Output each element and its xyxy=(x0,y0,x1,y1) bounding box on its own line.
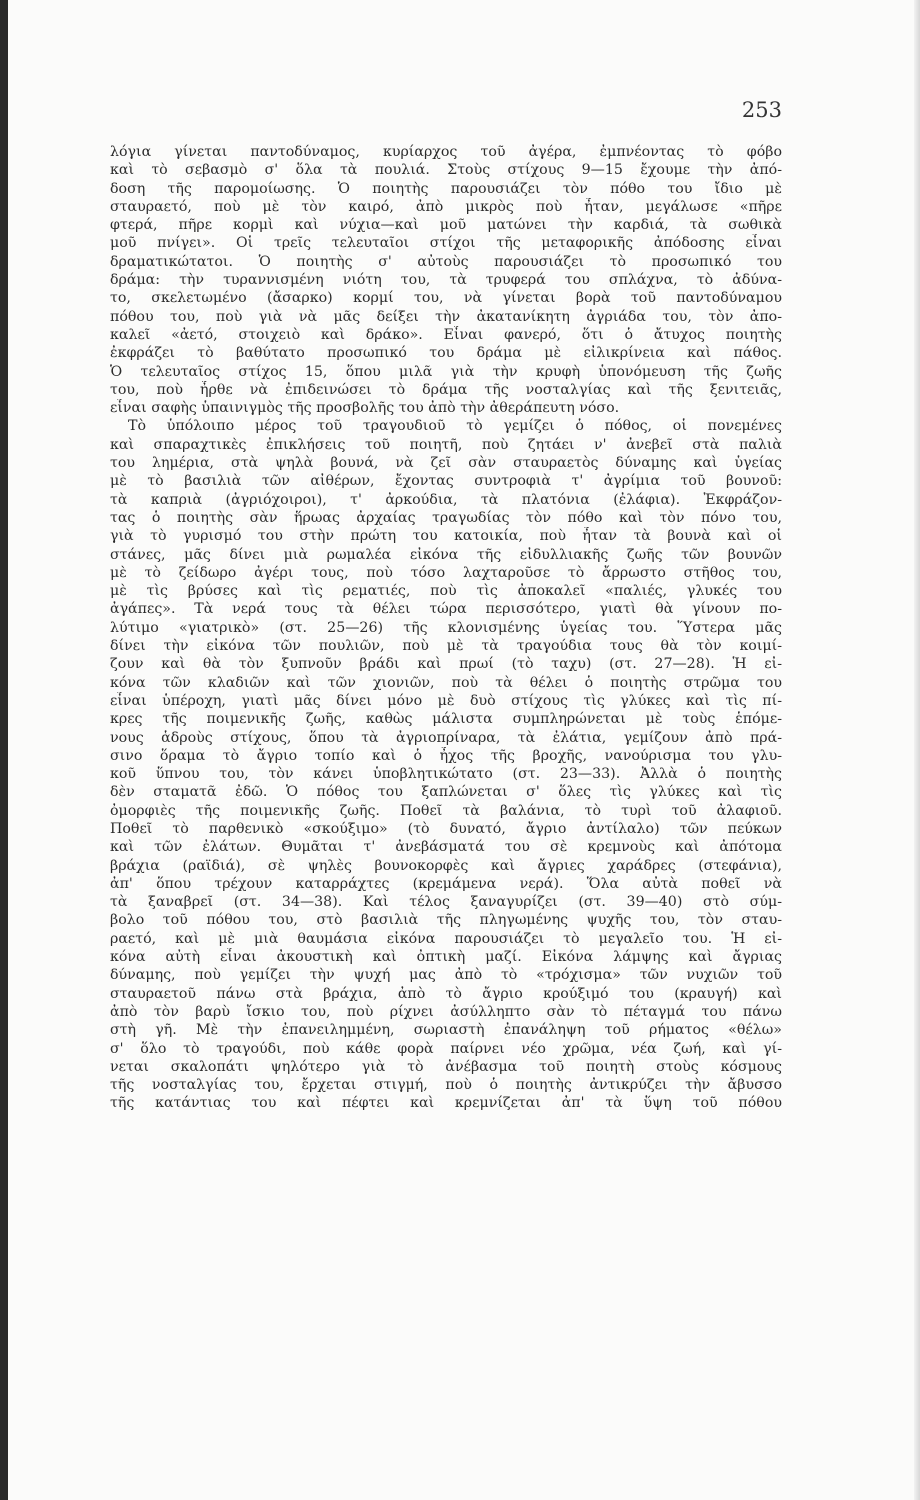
text-line: στὴ γῆ. Μὲ τὴν ἐπανειλημμένη, σωριαστὴ ἐπανάληψη τοῦ ρήματος «θέλω» xyxy=(110,1022,782,1039)
text-line: ἐκφράζει τὸ βαθύτατο προσωπικό του δράμα μὲ εἰλικρίνεια καὶ πάθος. xyxy=(110,345,782,362)
text-line: δὲν σταματᾶ ἐδῶ. Ὁ πόθος του ξαπλώνεται σ' ὅλες τὶς γλύκες καὶ τὶς xyxy=(110,784,782,801)
text-line: ἀγάπες». Τὰ νερά τους τὰ θέλει τώρα περισσότερο, γιατὶ θὰ γίνουν πο- xyxy=(110,601,782,618)
text-line: του λημέρια, στὰ ψηλὰ βουνά, νὰ ζεῖ σὰν σταυραετὸς δύναμης καὶ ὑγείας xyxy=(110,455,782,472)
scan-left-edge xyxy=(0,0,8,1500)
text-line: εἶναι ὑπέροχη, γιατὶ μᾶς δίνει μόνο μὲ δυὸ στίχους τὶς γλύκες καὶ τὶς πί- xyxy=(110,692,782,709)
text-line: τῆς νοσταλγίας του, ἔρχεται στιγμή, ποὺ ὁ ποιητὴς ἀντικρύζει τὴν ἄβυσσο xyxy=(110,1077,782,1094)
text-line: καὶ τὸ σεβασμὸ σ' ὅλα τὰ πουλιά. Στοὺς στίχους 9—15 ἔχουμε τὴν ἀπό- xyxy=(110,162,782,179)
text-line: σταυραετοῦ πάνω στὰ βράχια, ἀπὸ τὸ ἄγριο κρούξιμό του (κραυγή) καὶ xyxy=(110,985,782,1002)
text-line: ραετό, καὶ μὲ μιὰ θαυμάσια εἰκόνα παρουσιάζει τὸ μεγαλεῖο του. Ἡ εἰ- xyxy=(110,930,782,947)
text-line: Ὁ τελευταῖος στίχος 15, ὅπου μιλᾶ γιὰ τὴν κρυφὴ ὑπονόμευση τῆς ζωῆς xyxy=(110,363,782,380)
text-line: μὲ τὶς βρύσες καὶ τὶς ρεματιές, ποὺ τὶς ἀποκαλεῖ «παλιές, γλυκές του xyxy=(110,583,782,600)
text-line: του, ποὺ ἦρθε νὰ ἐπιδεινώσει τὸ δράμα τῆς νοσταλγίας καὶ τῆς ξενιτειᾶς, xyxy=(110,381,782,398)
scan-right-edge xyxy=(914,0,920,1500)
text-line: λύτιμο «γιατρικὸ» (στ. 25—26) τῆς κλονισμένης ὑγείας του. Ὕστερα μᾶς xyxy=(110,619,782,636)
text-line: το, σκελετωμένο (ἄσαρκο) κορμί του, νὰ γίνεται βορὰ τοῦ παντοδύναμου xyxy=(110,290,782,307)
text-line: μὲ τὸ ζείδωρο ἀγέρι τους, ποὺ τόσο λαχταροῦσε τὸ ἄρρωστο στῆθος του, xyxy=(110,564,782,581)
text-line: Ποθεῖ τὸ παρθενικὸ «σκούξιμο» (τὸ δυνατό, ἄγριο ἀντίλαλο) τῶν πεύκων xyxy=(110,820,782,837)
text-line: πόθου του, ποὺ γιὰ νὰ μᾶς δείξει τὴν ἀκατανίκητη ἀγριάδα του, τὸν ἀπο- xyxy=(110,308,782,325)
page-number: 253 xyxy=(741,98,782,122)
text-line: καὶ σπαραχτικὲς ἐπικλήσεις τοῦ ποιητῆ, ποὺ ζητάει ν' ἀνεβεῖ στὰ παλιὰ xyxy=(110,436,782,453)
text-line: νεται σκαλοπάτι ψηλότερο γιὰ τὸ ἀνέβασμα τοῦ ποιητὴ στοὺς κόσμους xyxy=(110,1058,782,1075)
text-line: φτερά, πῆρε κορμὶ καὶ νύχια—καὶ μοῦ ματώνει τὴν καρδιά, τὰ σωθικὰ xyxy=(110,217,782,234)
text-line: τας ὁ ποιητὴς σὰν ἥρωας ἀρχαίας τραγωδίας τὸν πόθο καὶ τὸν πόνο του, xyxy=(110,509,782,526)
text-line: κόνα αὐτὴ εἶναι ἀκουστικὴ καὶ ὀπτικὴ μαζί. Εἰκόνα λάμψης καὶ ἄγριας xyxy=(110,949,782,966)
text-line: γιὰ τὸ γυρισμό του στὴν πρώτη του κατοικία, ποὺ ἦταν τὰ βουνὰ καὶ οἱ xyxy=(110,528,782,545)
text-line: μοῦ πνίγει». Οἱ τρεῖς τελευταῖοι στίχοι τῆς μεταφορικῆς ἀπόδοσης εἶναι xyxy=(110,235,782,252)
text-line: τὰ καπριὰ (ἀγριόχοιροι), τ' ἀρκούδια, τὰ πλατόνια (ἐλάφια). Ἐκφράζον- xyxy=(110,491,782,508)
text-line: καλεῖ «ἀετό, στοιχειὸ καὶ δράκο». Εἶναι φανερό, ὅτι ὁ ἄτυχος ποιητὴς xyxy=(110,326,782,343)
text-line: δοση τῆς παρομοίωσης. Ὁ ποιητὴς παρουσιάζει τὸν πόθο του ἴδιο μὲ xyxy=(110,180,782,197)
text-line: εἶναι σαφὴς ὑπαινιγμὸς τῆς προσβολῆς του ἀπὸ τὴν ἀθεράπευτη νόσο. xyxy=(110,400,620,417)
text-line: κρες τῆς ποιμενικῆς ζωῆς, καθὼς μάλιστα συμπληρώνεται μὲ τοὺς ἑπόμε- xyxy=(110,711,782,728)
text-line: ὀμορφιὲς τῆς ποιμενικῆς ζωῆς. Ποθεῖ τὰ βαλάνια, τὸ τυρὶ τοῦ ἀλαφιοῦ. xyxy=(110,802,782,819)
text-line: σταυραετό, ποὺ μὲ τὸν καιρό, ἀπὸ μικρὸς ποὺ ἦταν, μεγάλωσε «πῆρε xyxy=(110,198,782,215)
text-line: βολο τοῦ πόθου του, στὸ βασιλιὰ τῆς πληγωμένης ψυχῆς του, τὸν σταυ- xyxy=(110,912,782,929)
text-line: δίνει τὴν εἰκόνα τῶν πουλιῶν, ποὺ μὲ τὰ τραγούδια τους θὰ τὸν κοιμί- xyxy=(110,638,782,655)
text-line: νους ἁδροὺς στίχους, ὅπου τὰ ἀγριοπρίναρα, τὰ ἐλάτια, γεμίζουν ἀπὸ πρά- xyxy=(110,729,782,746)
text-line: ζουν καὶ θὰ τὸν ξυπνοῦν βράδι καὶ πρωί (τὸ ταχυ) (στ. 27—28). Ἡ εἰ- xyxy=(110,656,782,673)
text-line: ἀπ' ὅπου τρέχουν καταρράχτες (κρεμάμενα νερά). Ὅλα αὐτὰ ποθεῖ νὰ xyxy=(110,875,782,892)
text-line: μὲ τὸ βασιλιὰ τῶν αἰθέρων, ἔχοντας συντροφιὰ τ' ἀγρίμια τοῦ βουνοῦ: xyxy=(110,473,782,490)
text-line: λόγια γίνεται παντοδύναμος, κυρίαρχος τοῦ ἀγέρα, ἐμπνέοντας τὸ φόβο xyxy=(110,144,782,160)
text-line: σινο ὅραμα τὸ ἄγριο τοπίο καὶ ὁ ἦχος τῆς βροχῆς, νανούρισμα του γλυ- xyxy=(110,747,782,764)
text-line: τῆς κατάντιας του καὶ πέφτει καὶ κρεμνίζεται ἀπ' τὰ ὕψη τοῦ πόθου xyxy=(110,1095,782,1112)
text-line: κοῦ ὕπνου του, τὸν κάνει ὑποβλητικώτατο (στ. 23—33). Ἀλλὰ ὁ ποιητὴς xyxy=(110,766,782,783)
text-line: Τὸ ὑπόλοιπο μέρος τοῦ τραγουδιοῦ τὸ γεμίζει ὁ πόθος, οἱ πονεμένες xyxy=(128,418,782,435)
text-line: δύναμης, ποὺ γεμίζει τὴν ψυχή μας ἀπὸ τὸ «τρόχισμα» τῶν νυχιῶν τοῦ xyxy=(110,967,782,984)
text-line: στάνες, μᾶς δίνει μιὰ ρωμαλέα εἰκόνα τῆς εἰδυλλιακῆς ζωῆς τῶν βουνῶν xyxy=(110,546,782,563)
body-text xyxy=(110,143,782,1113)
text-line: δραματικώτατοι. Ὁ ποιητὴς σ' αὐτοὺς παρουσιάζει τὸ προσωπικό του xyxy=(110,253,782,270)
text-line: τὰ ξαναβρεῖ (στ. 34—38). Καὶ τέλος ξαναγυρίζει (στ. 39—40) στὸ σύμ- xyxy=(110,894,782,911)
text-line: ἀπὸ τὸν βαρὺ ἴσκιο του, ποὺ ρίχνει ἀσύλληπτο σὰν τὸ πέταγμά του πάνω xyxy=(110,1003,782,1020)
text-line: σ' ὅλο τὸ τραγούδι, ποὺ κάθε φορὰ παίρνει νέο χρῶμα, νέα ζωή, καὶ γί- xyxy=(110,1040,782,1057)
text-line: κόνα τῶν κλαδιῶν καὶ τῶν χιονιῶν, ποὺ τὰ θέλει ὁ ποιητὴς στρῶμα του xyxy=(110,674,782,691)
text-line: καὶ τῶν ἐλάτων. Θυμᾶται τ' ἀνεβάσματά του σὲ κρεμνοὺς καὶ ἀπότομα xyxy=(110,839,782,856)
text-line: δράμα: τὴν τυραννισμένη νιότη του, τὰ τρυφερά του σπλάχνα, τὸ ἀδύνα- xyxy=(110,272,782,289)
text-line: βράχια (ραϊδιά), σὲ ψηλὲς βουνοκορφὲς καὶ ἄγριες χαράδρες (στεφάνια), xyxy=(110,857,782,874)
